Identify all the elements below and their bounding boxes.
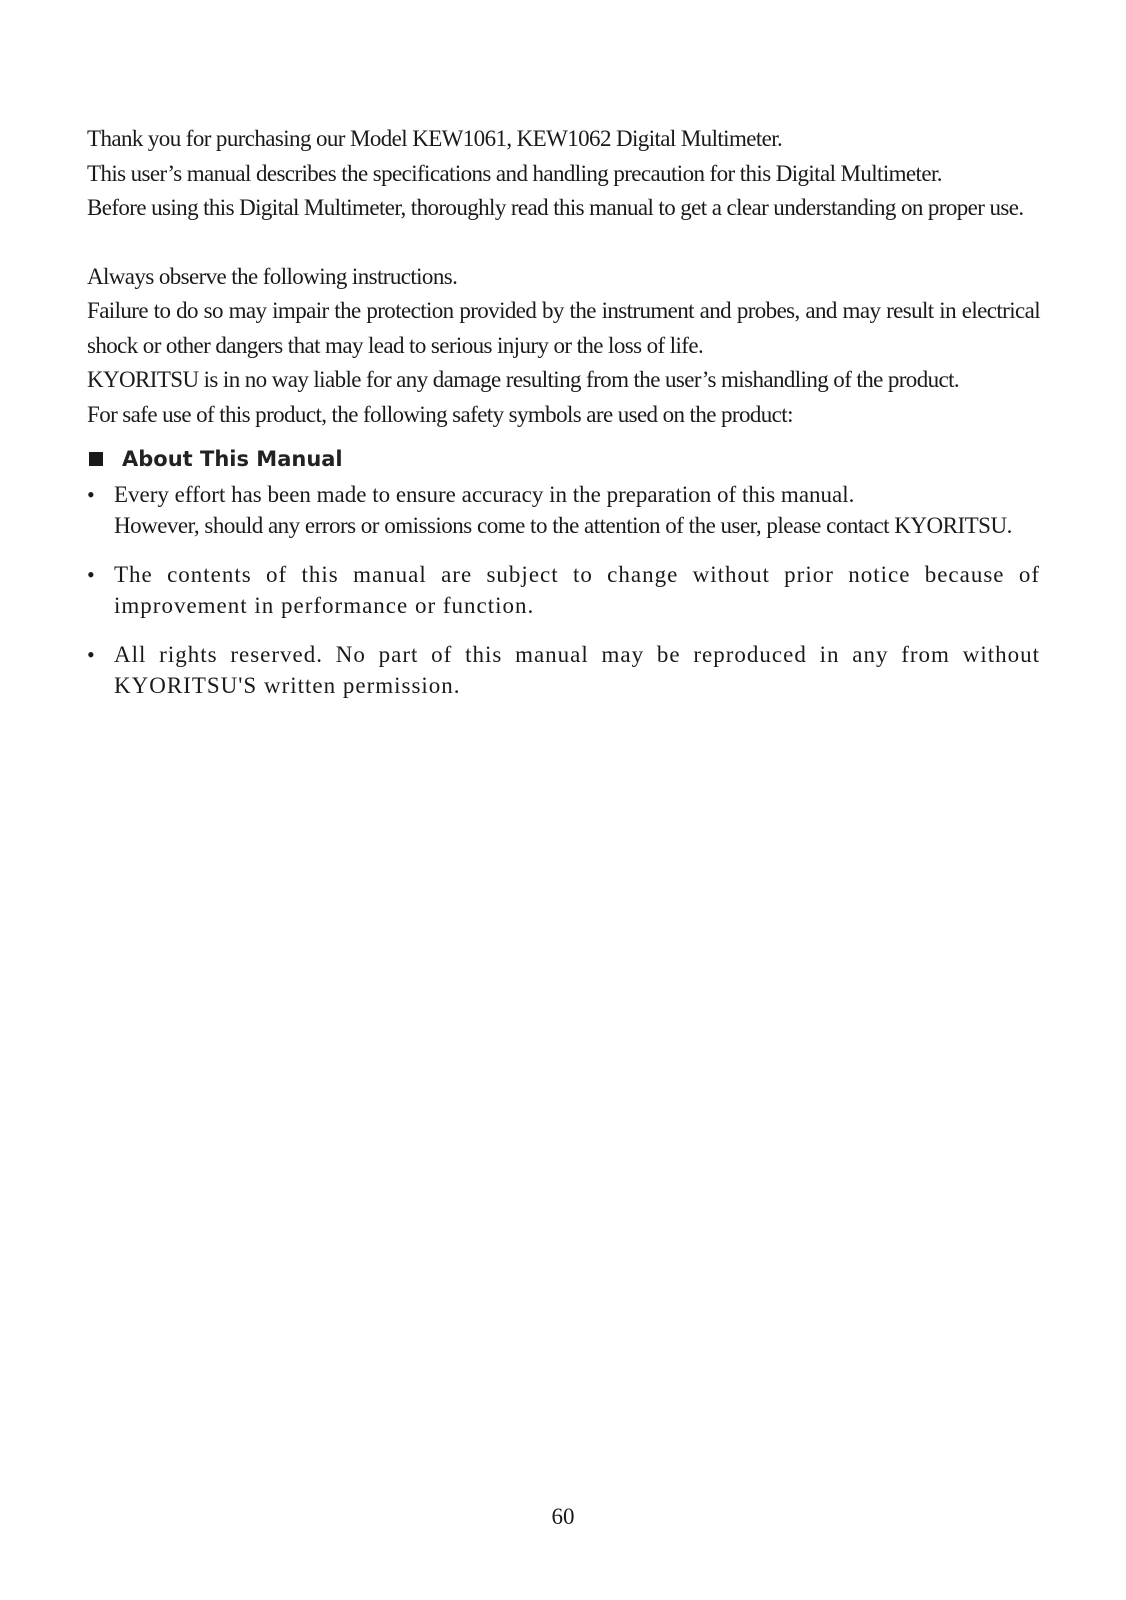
manual-page (87, 122, 1040, 701)
intro-paragraph: This user’s manual describes the specifications and handling precaution for this Digital Multimeter. (87, 160, 942, 186)
bullet-icon: • (87, 482, 95, 507)
bullet-icon: • (87, 642, 95, 667)
list-item-text: Every effort has been made to ensure accuracy in the preparation of this manual. (114, 482, 855, 507)
list-item (87, 479, 1040, 541)
list-item-text: All rights reserved. No part of this manual may be reproduced in any from without KYORITSU'S written permission. (114, 642, 1040, 698)
square-bullet-icon (89, 452, 103, 466)
intro-paragraph: Before using this Digital Multimeter, thoroughly read this manual to get a clear understanding on proper use. (87, 195, 1024, 220)
paragraph-spacer (87, 226, 1040, 260)
instructions-paragraph: KYORITSU is in no way liable for any damage resulting from the user’s mishandling of the product. (87, 367, 960, 392)
instructions-paragraph: Failure to do so may impair the protection provided by the instrument and probes, and may result in electrical shock or other dangers that may lead to serious injury or the loss of life. (87, 298, 1040, 358)
instructions-paragraph: For safe use of this product, the following safety symbols are used on the product: (87, 401, 793, 427)
about-manual-section (87, 441, 1040, 701)
list-item-text: However, should any errors or omissions come to the attention of the user, please contact KYORITSU. (114, 513, 1012, 538)
intro-paragraph: Thank you for purchasing our Model KEW1061, KEW1062 Digital Multimeter. (87, 126, 783, 151)
intro-section (87, 122, 1040, 226)
instructions-section (87, 260, 1040, 433)
about-bullet-list (87, 479, 1040, 701)
instructions-paragraph: Always observe the following instructions. (87, 263, 458, 289)
list-item (87, 639, 1040, 701)
list-item-text: The contents of this manual are subject to change without prior notice because of improvement in performance or function. (114, 562, 1040, 618)
list-item (87, 559, 1040, 621)
bullet-icon: • (87, 562, 95, 587)
section-heading (87, 441, 1040, 477)
section-heading-text: About This Manual (122, 447, 343, 471)
page-number: 60 (551, 1504, 575, 1529)
